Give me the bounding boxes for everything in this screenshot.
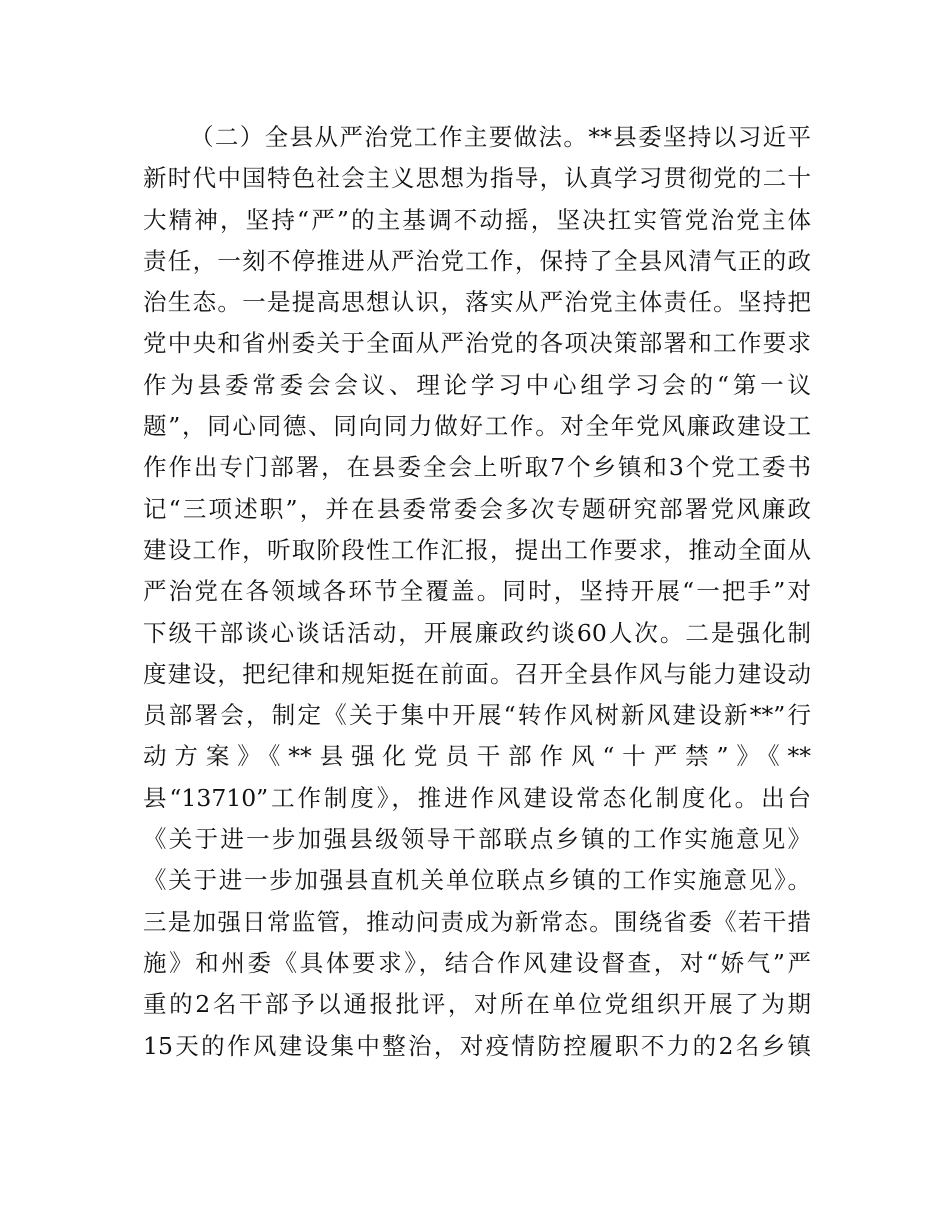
- paragraph-line: 度建设，把纪律和规矩挺在前面。召开全县作风与能力建设动: [143, 659, 811, 688]
- paragraph-line: 建设工作，听取阶段性工作汇报，提出工作要求，推动全面从: [143, 535, 811, 564]
- paragraph-line: 下级干部谈心谈话活动，开展廉政约谈60人次。二是强化制: [143, 618, 811, 647]
- paragraph-line: 严治党在各领域各环节全覆盖。同时，坚持开展“一把手”对: [143, 577, 811, 606]
- paragraph-line: 责任，一刻不停推进从严治党工作，保持了全县风清气正的政: [143, 246, 811, 275]
- paragraph-line: 题”，同心同德、同向同力做好工作。对全年党风廉政建设工: [143, 412, 811, 441]
- paragraph-line: 治生态。一是提高思想认识，落实从严治党主体责任。坚持把: [143, 288, 811, 317]
- paragraph-line: 记“三项述职”，并在县委常委会多次专题研究部署党风廉政: [143, 494, 811, 523]
- paragraph-line: 动方案》《**县强化党员干部作风“十严禁”》《**: [143, 742, 811, 771]
- paragraph-line: 《关于进一步加强县直机关单位联点乡镇的工作实施意见》。: [143, 866, 811, 895]
- paragraph-line: 大精神，坚持“严”的主基调不动摇，坚决扛实管党治党主体: [143, 205, 811, 234]
- paragraph-line: 员部署会，制定《关于集中开展“转作风树新风建设新**”行: [143, 701, 811, 730]
- paragraph-line: 《关于进一步加强县级领导干部联点乡镇的工作实施意见》: [143, 825, 811, 854]
- paragraph-line: 新时代中国特色社会主义思想为指导，认真学习贯彻党的二十: [143, 164, 811, 193]
- paragraph-line: 县“13710”工作制度》，推进作风建设常态化制度化。出台: [143, 783, 811, 812]
- paragraph-line: 党中央和省州委关于全面从严治党的各项决策部署和工作要求: [143, 329, 811, 358]
- paragraph-line: 作为县委常委会会议、理论学习中心组学习会的“第一议: [143, 370, 811, 399]
- paragraph-line: 作作出专门部署，在县委全会上听取7个乡镇和3个党工委书: [143, 453, 811, 482]
- paragraph-line: 三是加强日常监管，推动问责成为新常态。围绕省委《若干措: [143, 907, 811, 936]
- paragraph-line: 重的2名干部予以通报批评，对所在单位党组织开展了为期: [143, 990, 811, 1019]
- paragraph-line: 15天的作风建设集中整治，对疫情防控履职不力的2名乡镇: [143, 1031, 811, 1060]
- body-paragraph: [143, 117, 811, 1067]
- paragraph-line: 施》和州委《具体要求》，结合作风建设督查，对“娇气”严: [143, 948, 811, 977]
- paragraph-line: （二）全县从严治党工作主要做法。**县委坚持以习近平: [190, 123, 811, 151]
